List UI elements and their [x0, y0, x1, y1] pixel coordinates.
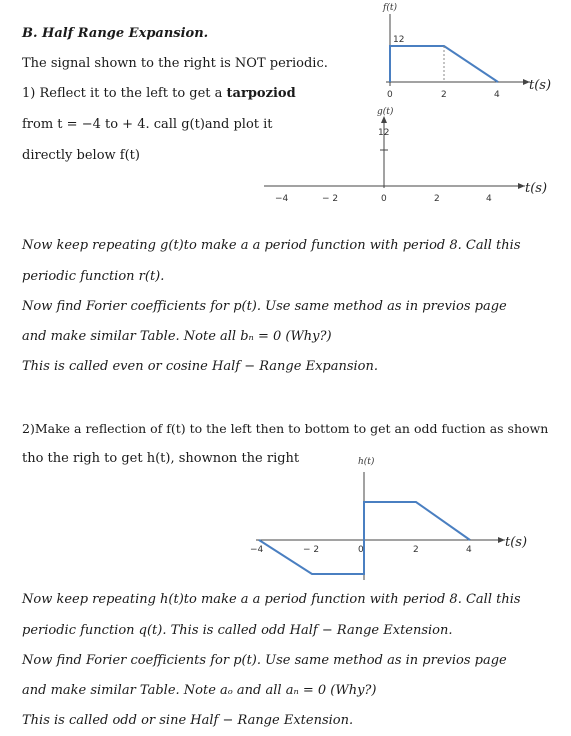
h-tick: − 2	[303, 545, 320, 555]
section-heading: B. Half Range Expansion.	[22, 26, 209, 41]
f-tick: 2	[441, 90, 447, 100]
text-line: periodic function q(t). This is called odd Half − Range Extension.	[22, 623, 453, 638]
h-ylabel: h(t)	[358, 457, 375, 467]
text-line: from t = −4 to + 4. call g(t)and plot it	[22, 117, 273, 132]
text-line: and make similar Table. Note aₒ and all aₙ = 0 (Why?)	[22, 683, 377, 698]
text-line: Now find Forier coefficients for p(t). Use same method as in previos page	[22, 299, 507, 314]
h-x-arrow	[498, 537, 505, 543]
text-line: This is called even or cosine Half − Range Expansion.	[22, 359, 379, 374]
bold-word: tarpoziod	[226, 86, 296, 101]
g-ylabel: g(t)	[377, 107, 394, 117]
text-line: 2)Make a reflection of f(t) to the left then to bottom to get an odd fuction as shown	[22, 421, 549, 436]
f-tick: 4	[494, 90, 500, 100]
f-tick: 0	[387, 90, 393, 100]
g-tick: 2	[434, 194, 440, 204]
text-line: Now keep repeating g(t)to make a a period function with period 8. Call this	[22, 238, 521, 253]
h-signal	[259, 502, 470, 574]
h-tick: −4	[250, 545, 264, 555]
h-tick: 0	[358, 545, 364, 555]
text-line: Now find Forier coefficients for p(t). Use same method as in previos page	[22, 653, 507, 668]
text-line: The signal shown to the right is NOT periodic.	[22, 56, 328, 71]
f-ylabel: f(t)	[383, 3, 397, 13]
f-xlabel: t(s)	[529, 78, 552, 93]
text-line: directly below f(t)	[22, 148, 140, 163]
g-tick: − 2	[322, 194, 339, 204]
g-tick: 0	[381, 194, 387, 204]
h-tick: 4	[466, 545, 472, 555]
text-line: and make similar Table. Note all bₙ = 0 (Why?)	[22, 329, 332, 344]
g-tick: −4	[275, 194, 289, 204]
text-line: tho the righ to get h(t), shownon the right	[22, 451, 300, 466]
g-peak-label: 12	[378, 128, 390, 138]
h-tick: 2	[413, 545, 419, 555]
text-span: 1) Reflect it to the left to get a	[22, 86, 227, 101]
text-line: periodic function r(t).	[22, 269, 165, 284]
text-line: This is called odd or sine Half − Range Extension.	[22, 713, 354, 728]
g-tick: 4	[486, 194, 492, 204]
text-line: Now keep repeating h(t)to make a a period function with period 8. Call this	[22, 592, 521, 607]
g-xlabel: t(s)	[525, 181, 548, 196]
h-xlabel: t(s)	[505, 535, 528, 550]
f-peak-label: 12	[393, 35, 405, 45]
